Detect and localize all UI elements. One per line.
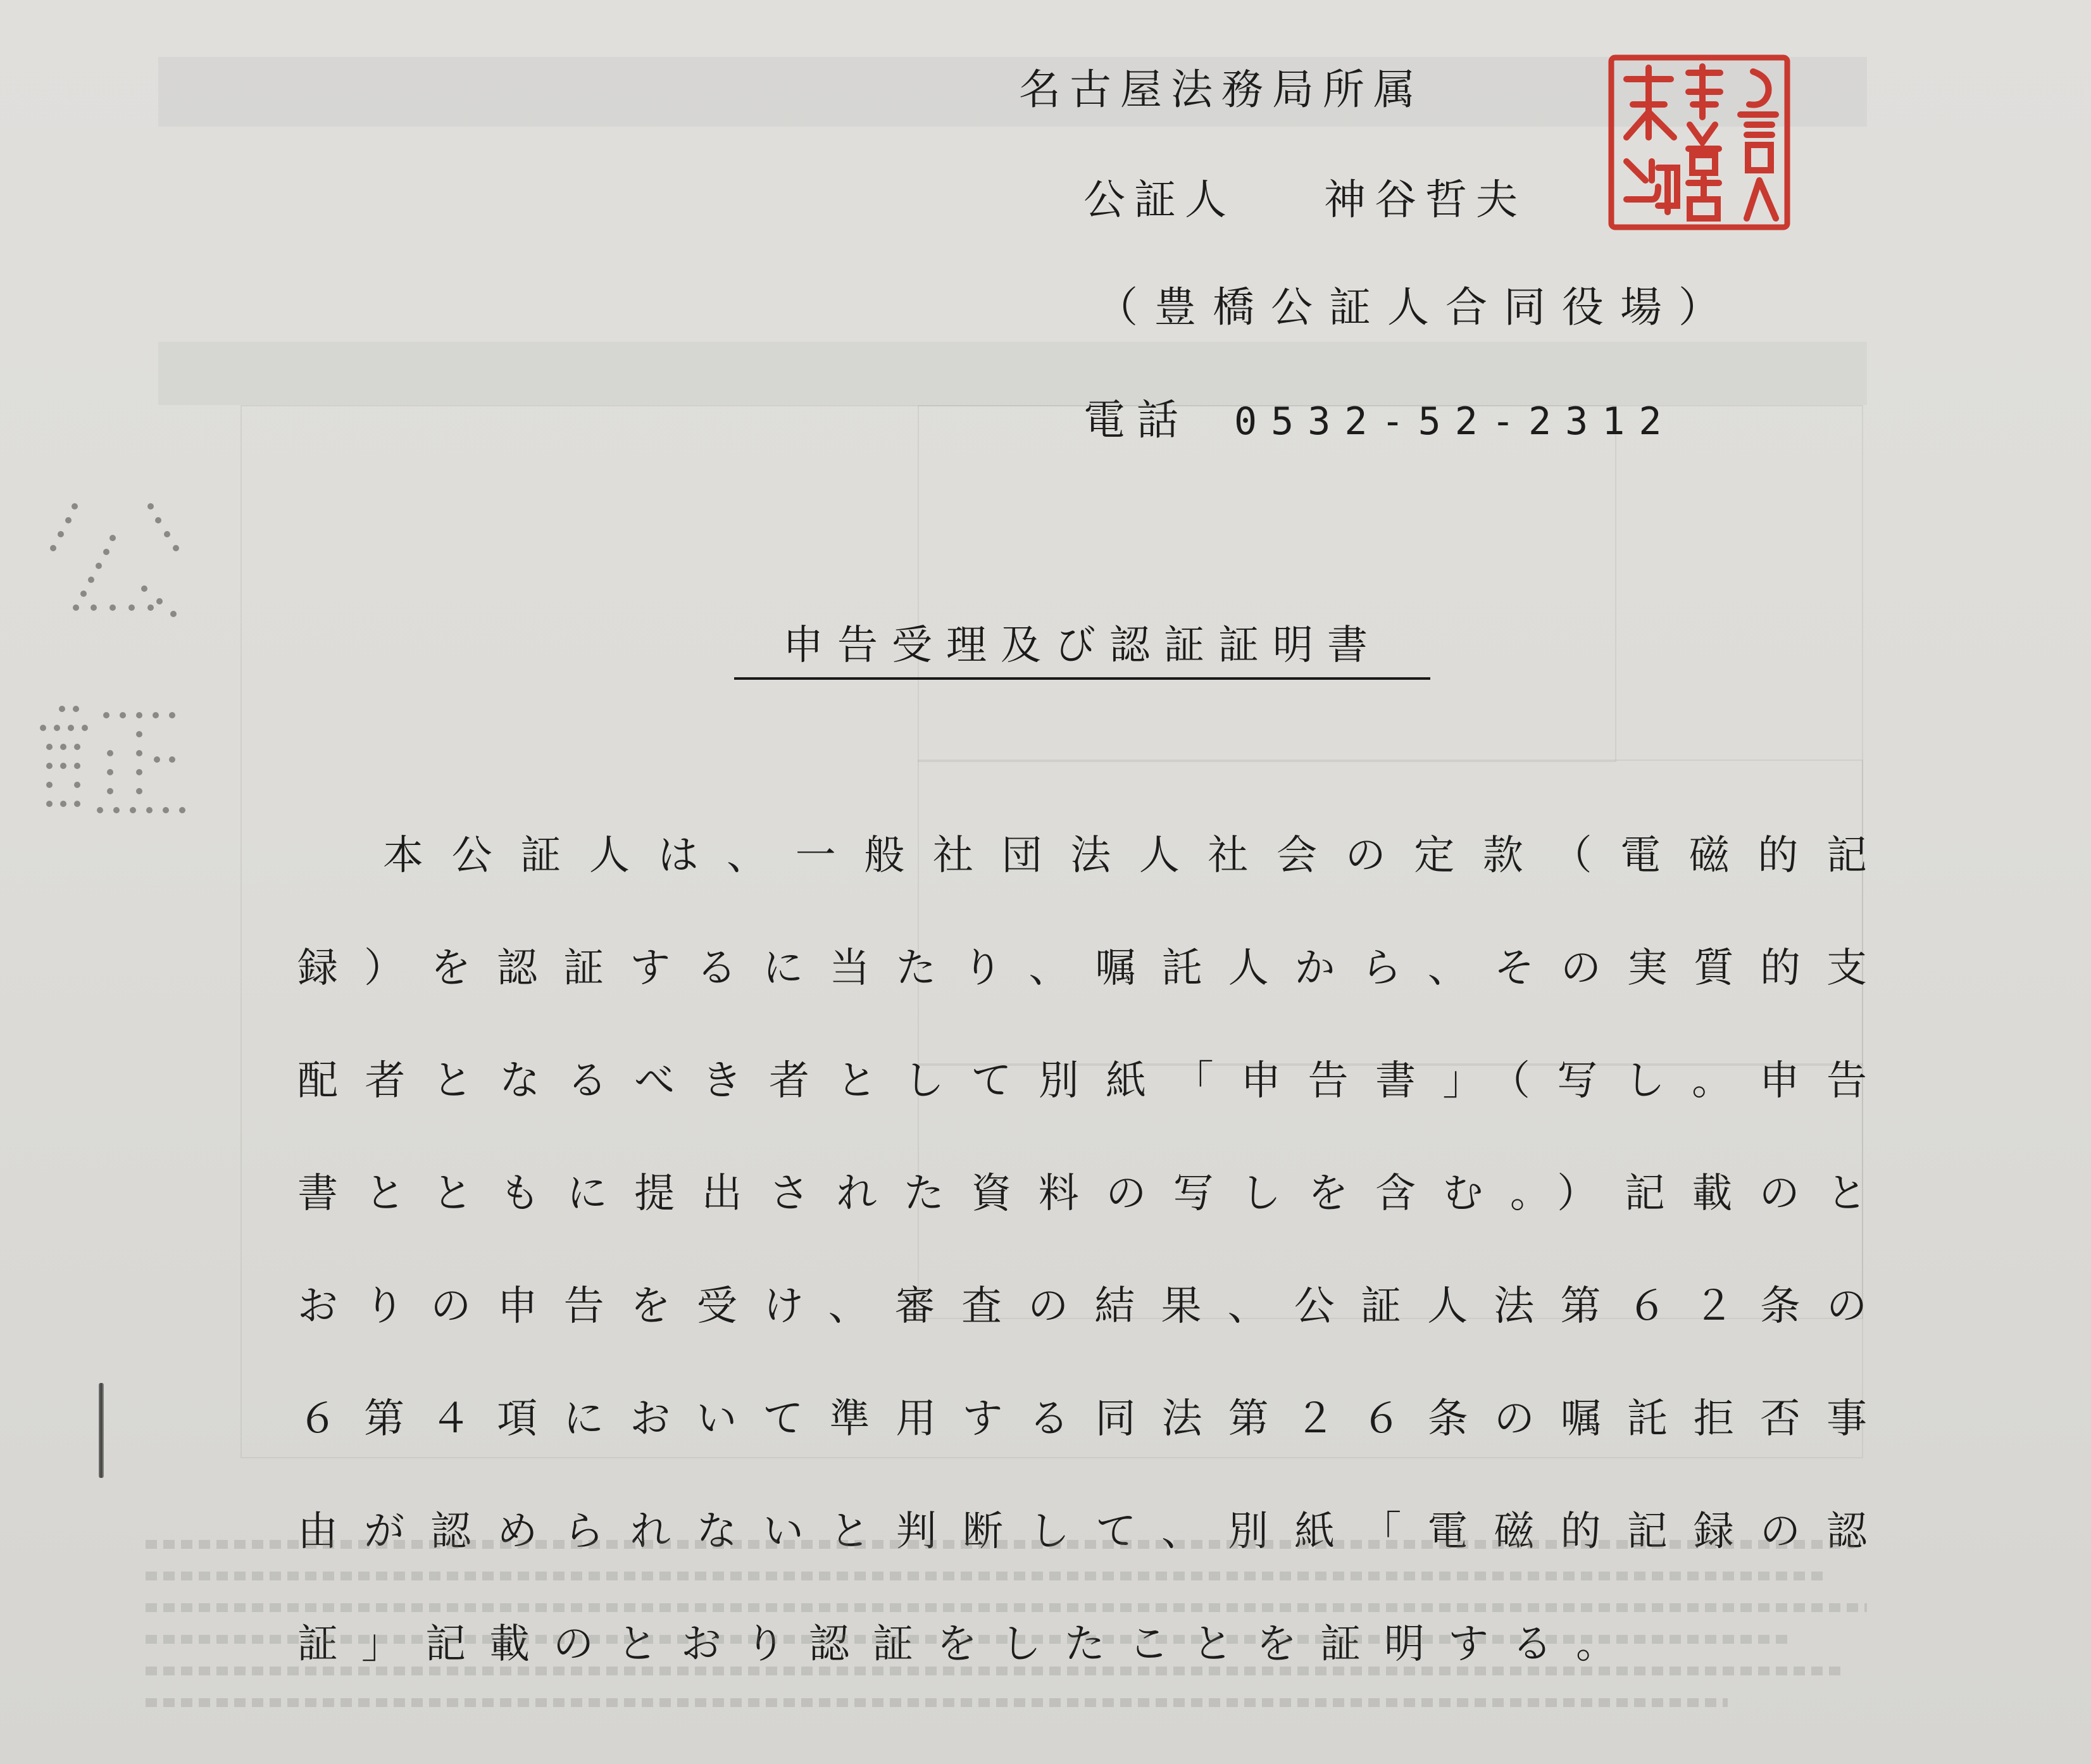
phone-number: 0532-52-2312 — [1234, 399, 1676, 444]
notary-name-line — [1083, 166, 1526, 226]
body-line: 本公証人は、一般社団法人社会の定款（電磁的記 — [383, 832, 1867, 879]
body-line: 録）を認証するに当たり、嘱託人から、その実質的支 — [297, 945, 1867, 992]
body-line: ６第４項において準用する同法第２６条の嘱託拒否事 — [297, 1396, 1867, 1442]
body-line: 書とともに提出された資料の写しを含む。）記載のと — [297, 1170, 1867, 1217]
notary-office: 名古屋法務局所属 — [1019, 65, 1424, 114]
body-line: 由が認められないと判断して、別紙「電磁的記録の認 — [297, 1508, 1867, 1555]
body-line: 証」記載のとおり認証をしたことを証明する。 — [297, 1621, 1640, 1668]
background-text-noise — [146, 1532, 1892, 1722]
body-line: 配者となるべき者として別紙「申告書」（写し。申告 — [297, 1058, 1867, 1104]
notary-seal-icon — [1607, 54, 1791, 231]
phone-label: 電話 — [1083, 396, 1190, 444]
notary-role: 公証人 — [1083, 175, 1235, 224]
phone-line — [1083, 386, 1675, 446]
background-form-grid — [918, 405, 1616, 762]
document-title: 申告受理及び認証証明書 — [734, 613, 1430, 680]
staple — [99, 1383, 104, 1478]
notary-office-place: （豊橋公証人合同役場） — [1096, 283, 1737, 332]
notary-name: 神谷哲夫 — [1324, 175, 1526, 224]
body-line: おりの申告を受け、審査の結果、公証人法第６２条の — [297, 1283, 1867, 1330]
perforated-stamp-icon — [24, 494, 195, 848]
